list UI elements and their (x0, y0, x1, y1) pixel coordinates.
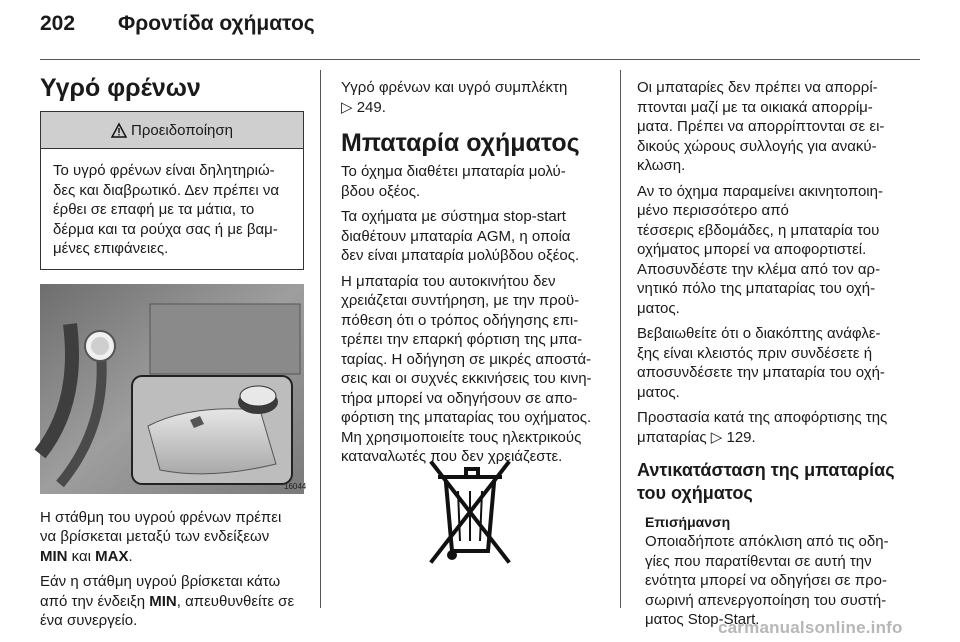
header-rule (40, 59, 920, 60)
text-line: ξης είναι κλειστός πριν συνδέσετε ή (637, 344, 873, 362)
column-divider-1 (320, 70, 321, 608)
text-line: τήρα μπορεί να οδηγήσουν σε απο- (341, 389, 578, 407)
text-line: να βρίσκεται μεταξύ των ενδείξεων (40, 528, 270, 545)
text-line: νητικό πόλο της μπαταρίας του οχή- (637, 280, 876, 297)
text-line: διαθέτουν μπαταρία AGM, η οποία (341, 227, 571, 245)
text-fragment: , απευθυνθείτε σε (176, 592, 295, 610)
text-line: Οι μπαταρίες δεν πρέπει να απορρί- (637, 79, 878, 96)
text-line: ενότητα μπορεί να οδηγήσει σε προ- (645, 572, 887, 589)
text-line: τρέπει την επαρκή φόρτιση της μπα- (341, 331, 583, 348)
text-line: σωρινή απενεργοποίηση του συστή- (645, 591, 887, 609)
text-line: Αντικατάσταση της μπαταρίας (637, 460, 895, 480)
text-line: Η μπαταρία του αυτοκινήτου δεν (341, 272, 556, 290)
text-line: ματος. (637, 299, 680, 317)
paragraph-battery-type (341, 162, 609, 201)
warning-line: μένες επιφάνειες. (53, 240, 169, 257)
page-number: 202 (40, 12, 76, 35)
photo-code: 16044 (284, 481, 307, 491)
text-line: καταναλωτές που δεν χρειάζεστε. (341, 448, 563, 465)
warning-body (41, 149, 303, 269)
section-heading-vehicle-battery: Μπαταρία οχήματος (341, 129, 580, 157)
watermark: carmanualsonline.info (718, 618, 903, 637)
warning-box (40, 111, 304, 270)
max-mark: MAX (95, 547, 129, 565)
paragraph-low-level (40, 572, 304, 631)
page-ref-arrow-icon: ▷ (710, 428, 727, 446)
warning-header (41, 112, 303, 149)
warning-line: Το υγρό φρένων είναι δηλητηριώ- (53, 162, 275, 179)
paragraph-ignition (637, 324, 915, 402)
paragraph-level-range (40, 508, 304, 567)
column-1 (40, 74, 307, 637)
column-3 (637, 78, 915, 636)
text-line: πόθεση ότι ο τρόπος οδήγησης επι- (341, 311, 579, 329)
page-ref[interactable]: 129. (726, 428, 756, 446)
text-line: αποσυνδέσετε την μπαταρία του οχή- (637, 364, 885, 381)
text-line: γίες που παρατίθενται σε αυτή την (645, 552, 872, 570)
paragraph-discharge-protection (637, 408, 915, 447)
text-line: πτονται μαζί με τα οικιακά απορρίμ- (637, 98, 873, 116)
text-fragment: και (67, 547, 96, 565)
paragraph-disposal (637, 78, 915, 176)
note-block (637, 513, 915, 630)
text-line: ματος Stop-Start. (645, 611, 760, 628)
subheading-battery-replacement (637, 459, 915, 505)
text-line: οχήματος μπορεί να αποφορτιστεί. (637, 241, 867, 258)
text-fragment: . (128, 547, 133, 565)
text-line: φόρτιση της μπαταρίας του οχήματος. (341, 409, 592, 426)
text-line: σεις και οι συχνές εκκινήσεις του κινη- (341, 370, 592, 387)
text-line: μπαταρίας (637, 428, 707, 446)
text-line: ματα. Πρέπει να απορρίπτονται σε ει- (637, 118, 885, 135)
text-line: χρειάζεται συντήρηση, με την προϋ- (341, 292, 580, 309)
paragraph-stop-start (341, 207, 609, 266)
warning-title: Προειδοποίηση (131, 121, 233, 139)
text-line: του οχήματος (637, 483, 753, 503)
text-line: Η στάθμη του υγρού φρένων πρέπει (40, 508, 282, 526)
chapter-title: Φροντίδα οχήματος (118, 12, 315, 35)
column-2 (341, 78, 609, 473)
text-line: Βεβαιωθείτε ότι ο διακόπτης ανάφλε- (637, 325, 881, 342)
brake-fluid-reservoir-photo (40, 284, 307, 494)
warning-triangle-icon (111, 123, 127, 138)
text-line: βδου οξέος. (341, 182, 421, 200)
text-line: Αποσυνδέστε την κλέμα από τον αρ- (637, 260, 881, 278)
text-line: δεν είναι μπαταρία μολύβδου οξέος. (341, 247, 580, 264)
text-line: Προστασία κατά της αποφόρτισης της (637, 409, 888, 426)
text-line: Οποιαδήποτε απόκλιση από τις οδη- (645, 533, 889, 550)
warning-line: έρθει σε επαφή με τα μάτια, το (53, 201, 255, 218)
text-line: Υγρό φρένων και υγρό συμπλέκτη (341, 79, 568, 96)
min-mark: MIN (40, 547, 68, 565)
min-mark: MIN (149, 592, 177, 610)
text-line: κλωση. (637, 157, 686, 174)
text-line: ματος. (637, 383, 680, 401)
text-fragment: από την ένδειξη (40, 592, 150, 610)
text-line: τέσσερις εβδομάδες, η μπαταρία του (637, 221, 880, 239)
text-line: μένο περισσότερο από (637, 202, 789, 219)
text-line: ένα συνεργείο. (40, 612, 138, 629)
text-line: Τα οχήματα με σύστημα stop-start (341, 208, 566, 225)
paragraph-idle-vehicle (637, 182, 915, 319)
note-text (645, 532, 915, 630)
note-label: Επισήμανση (645, 514, 731, 530)
page-ref-arrow-icon: ▷ (341, 98, 357, 116)
text-line: Μη χρησιμοποιείτε τους ηλεκτρικούς (341, 428, 582, 446)
text-line: Αν το όχημα παραμείνει ακινητοποιη- (637, 182, 883, 200)
paragraph-maintenance (341, 272, 609, 467)
engine-bay-illustration (40, 284, 307, 494)
warning-line: δες και διαβρωτικό. Δεν πρέπει να (53, 181, 280, 199)
section-heading-brake-fluid: Υγρό φρένων (40, 74, 201, 102)
text-line: Εάν η στάθμη υγρού βρίσκεται κάτω (40, 573, 281, 590)
text-line: ταρίας. Η οδήγηση σε μικρές αποστά- (341, 350, 592, 368)
page-ref[interactable]: 249. (356, 98, 386, 116)
warning-line: δέρμα και τα ρούχα σας ή με βαμ- (53, 220, 278, 238)
text-line: Το όχημα διαθέτει μπαταρία μολύ- (341, 163, 566, 180)
paragraph-cross-ref (341, 78, 609, 117)
crossed-bin-icon (428, 455, 512, 565)
text-line: δικούς χώρους συλλογής για ανακύ- (637, 137, 877, 155)
column-divider-2 (620, 70, 621, 608)
